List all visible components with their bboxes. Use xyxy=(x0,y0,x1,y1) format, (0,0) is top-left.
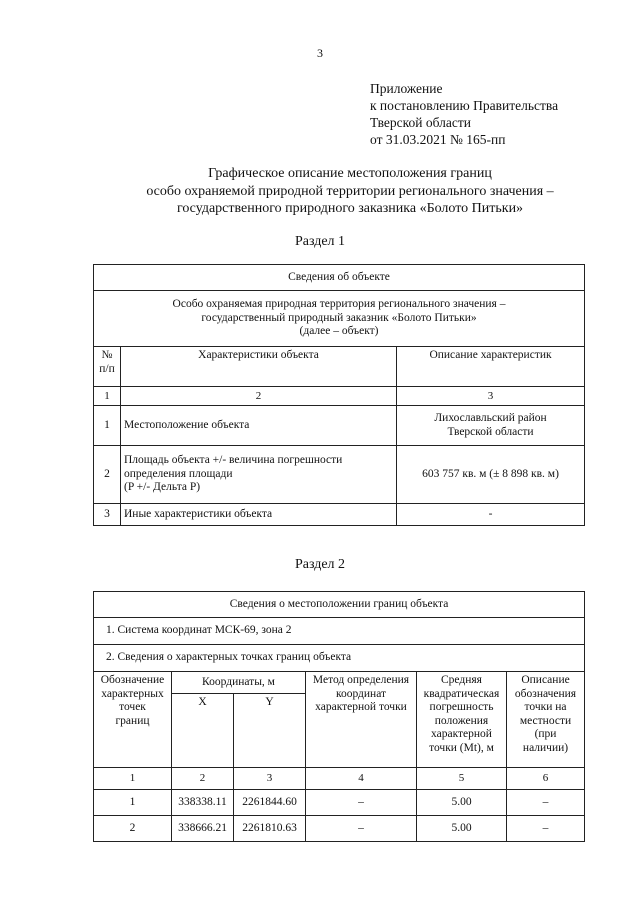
cell-line: Лихославльский район xyxy=(434,412,547,424)
table-header: Сведения о местоположении границ объекта xyxy=(94,592,585,618)
point-description: – xyxy=(507,816,585,842)
table-row xyxy=(94,816,585,842)
point-y: 2261810.63 xyxy=(234,816,306,842)
title-line: особо охраняемой природной территории регионального значения – xyxy=(146,183,554,199)
appendix-line: Приложение xyxy=(370,81,443,96)
cell-line: обозначения xyxy=(514,687,577,700)
appendix-line: Тверской области xyxy=(370,115,471,130)
column-header-characteristics: Характеристики объекта xyxy=(121,347,397,387)
point-y: 2261844.60 xyxy=(234,790,306,816)
title-line: государственного природного заказника «Болото Питьки» xyxy=(176,201,524,216)
row-number: 1 xyxy=(94,406,121,446)
document-title xyxy=(60,165,640,218)
cell-line: характерной xyxy=(431,728,492,740)
column-index: 1 xyxy=(94,768,172,790)
cell-line: точки на xyxy=(524,701,567,713)
column-header-point-description xyxy=(507,672,585,768)
appendix-line: от 31.03.2021 № 165-пп xyxy=(370,132,506,147)
table-row xyxy=(94,446,585,504)
appendix-line: к постановлению Правительства xyxy=(370,98,559,113)
point-id: 1 xyxy=(94,790,172,816)
cell-line: Иные характеристики объекта xyxy=(124,507,273,520)
cell-line: Обозначение xyxy=(100,674,165,686)
point-id: 2 xyxy=(94,816,172,842)
column-index: 2 xyxy=(172,768,234,790)
coordinate-system-row: 1. Система координат МСК-69, зона 2 xyxy=(94,618,585,645)
cell-line: точки (Mt), м xyxy=(429,741,494,754)
column-index: 3 xyxy=(397,387,585,406)
cell-line: 603 757 кв. м (± 8 898 кв. м) xyxy=(422,467,559,480)
column-header-point-id xyxy=(94,672,172,768)
cell-line: определения площади xyxy=(124,467,233,480)
column-index: 4 xyxy=(306,768,417,790)
column-header-num xyxy=(94,347,121,387)
title-line: Графическое описание местоположения границ xyxy=(208,166,492,181)
section-2-heading: Раздел 2 xyxy=(294,557,346,572)
cell-line: границ xyxy=(115,714,150,727)
column-header-coordinates: Координаты, м xyxy=(172,672,306,694)
cell-line: - xyxy=(488,507,493,520)
cell-line: точек xyxy=(119,701,146,713)
cell-line: положения xyxy=(434,714,489,727)
column-header-error xyxy=(417,672,507,768)
page-number: 3 xyxy=(317,46,323,60)
table-row xyxy=(94,504,585,526)
point-x: 338338.11 xyxy=(172,790,234,816)
section-1-heading: Раздел 1 xyxy=(294,234,346,249)
row-description xyxy=(397,406,585,446)
cell-line: Площадь объекта +/- величина погрешности xyxy=(124,454,343,467)
column-index: 3 xyxy=(234,768,306,790)
cell-line: местности xyxy=(519,714,572,727)
column-index: 2 xyxy=(121,387,397,406)
cell-line: характерной точки xyxy=(315,701,407,713)
cell-line: характерных xyxy=(101,687,164,700)
table-row xyxy=(94,406,585,446)
cell-line: координат xyxy=(335,687,387,700)
column-header-method xyxy=(306,672,417,768)
row-characteristic xyxy=(121,406,397,446)
cell-line: (при xyxy=(534,728,557,740)
point-error: 5.00 xyxy=(417,816,507,842)
column-header-y: Y xyxy=(234,694,306,768)
cell-line: наличии) xyxy=(522,741,569,754)
row-number: 2 xyxy=(94,446,121,504)
column-index: 5 xyxy=(417,768,507,790)
cell-line: Описание xyxy=(521,674,570,686)
row-description xyxy=(397,446,585,504)
point-method: – xyxy=(306,816,417,842)
object-description xyxy=(94,291,585,347)
object-info-table xyxy=(93,264,585,526)
table-header: Сведения об объекте xyxy=(94,265,585,291)
point-description: – xyxy=(507,790,585,816)
cell-line: Местоположение объекта xyxy=(124,418,250,431)
row-characteristic xyxy=(121,504,397,526)
column-header-x: X xyxy=(172,694,234,768)
column-index: 1 xyxy=(94,387,121,406)
cell-line: (P +/- Дельта P) xyxy=(124,481,201,494)
cell-line: Тверской области xyxy=(447,425,534,438)
row-characteristic xyxy=(121,446,397,504)
boundary-points-row: 2. Сведения о характерных точках границ объекта xyxy=(94,645,585,672)
object-line: (далее – объект) xyxy=(299,325,379,338)
col-num-line: п/п xyxy=(99,362,115,375)
point-error: 5.00 xyxy=(417,790,507,816)
cell-line: квадратическая xyxy=(423,687,500,700)
cell-line: погрешность xyxy=(429,701,494,713)
cell-line: Метод определения xyxy=(312,674,410,686)
object-line: государственный природный заказник «Болото Питьки» xyxy=(201,311,477,324)
column-index: 6 xyxy=(507,768,585,790)
column-header-description: Описание характеристик xyxy=(397,347,585,387)
point-x: 338666.21 xyxy=(172,816,234,842)
boundary-coordinates-table xyxy=(93,591,585,842)
row-description xyxy=(397,504,585,526)
point-method: – xyxy=(306,790,417,816)
table-row xyxy=(94,790,585,816)
appendix-block xyxy=(370,80,558,148)
object-line: Особо охраняемая природная территория регионального значения – xyxy=(172,298,506,311)
col-num-line: № xyxy=(101,349,113,361)
row-number: 3 xyxy=(94,504,121,526)
cell-line: Средняя xyxy=(441,674,482,686)
